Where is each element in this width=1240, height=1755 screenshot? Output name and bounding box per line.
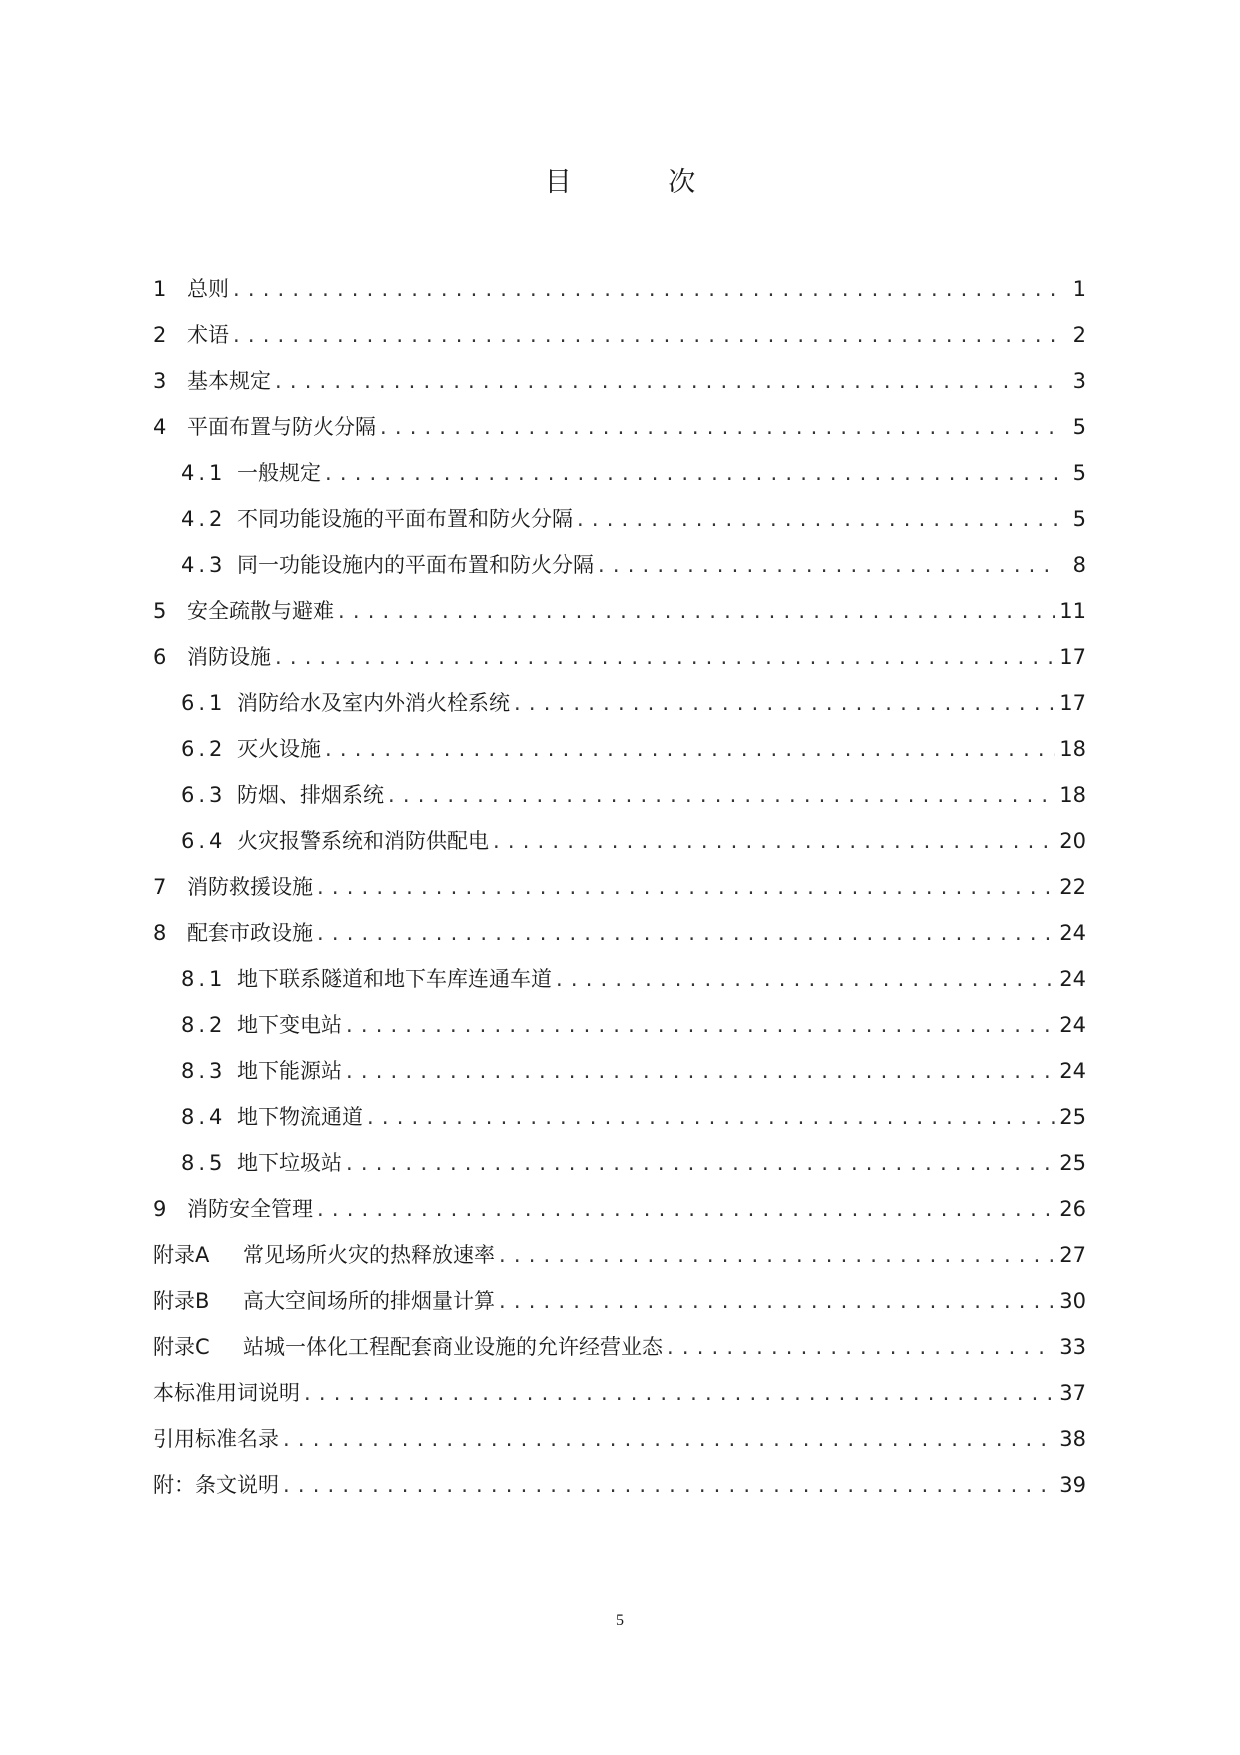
- toc-entry-label: 消防设施: [187, 645, 271, 669]
- toc-entry[interactable]: [153, 993, 1086, 1039]
- dot-leader: [367, 1103, 1055, 1131]
- toc-entry[interactable]: [153, 625, 1086, 671]
- toc-entry-label: 总则: [187, 277, 229, 301]
- toc-entry-page: 1: [1072, 277, 1086, 301]
- toc-entry-number: 8.1: [181, 967, 227, 991]
- toc-entry-label: 常见场所火灾的热释放速率: [243, 1243, 495, 1267]
- page-title: 目 次: [544, 167, 740, 198]
- toc-entry-number: 8.5: [181, 1151, 227, 1175]
- dot-leader: [304, 1379, 1055, 1407]
- toc-entry-page: 11: [1059, 599, 1086, 623]
- dot-leader: [283, 1425, 1055, 1453]
- toc-entry[interactable]: [153, 1177, 1086, 1223]
- toc-entry[interactable]: [153, 1453, 1086, 1499]
- toc-entry[interactable]: [153, 303, 1086, 349]
- toc-entry[interactable]: [153, 855, 1086, 901]
- dot-leader: [388, 781, 1055, 809]
- toc-entry-label: 地下垃圾站: [237, 1151, 342, 1175]
- toc-entry-page: 5: [1072, 415, 1086, 439]
- dot-leader: [317, 1195, 1055, 1223]
- dot-leader: [233, 275, 1058, 303]
- toc-entry-page: 2: [1072, 323, 1086, 347]
- toc-entry-number: 4.2: [181, 507, 227, 531]
- toc-entry-number: 6: [153, 645, 167, 669]
- dot-leader: [499, 1287, 1055, 1315]
- toc-entry-number: 9: [153, 1197, 167, 1221]
- toc-entry-label: 消防安全管理: [187, 1197, 313, 1221]
- toc-entry-page: 18: [1059, 737, 1086, 761]
- toc-entry[interactable]: [153, 763, 1086, 809]
- toc-entry[interactable]: [153, 671, 1086, 717]
- toc-entry-label: 地下物流通道: [237, 1105, 363, 1129]
- toc-entry[interactable]: [153, 579, 1086, 625]
- toc-entry[interactable]: [153, 1269, 1086, 1315]
- toc-entry[interactable]: [153, 441, 1086, 487]
- toc-entry-number: 8.2: [181, 1013, 227, 1037]
- dot-leader: [380, 413, 1058, 441]
- dot-leader: [346, 1011, 1055, 1039]
- dot-leader: [499, 1241, 1055, 1269]
- toc-entry[interactable]: [153, 717, 1086, 763]
- toc-entry-page: 24: [1059, 921, 1086, 945]
- toc-entry[interactable]: [153, 487, 1086, 533]
- toc-entry-label: 引用标准名录: [153, 1427, 279, 1451]
- toc-entry-page: 33: [1059, 1335, 1086, 1359]
- toc-entry-page: 27: [1059, 1243, 1086, 1267]
- dot-leader: [233, 321, 1058, 349]
- dot-leader: [598, 551, 1058, 579]
- dot-leader: [325, 735, 1055, 763]
- toc-entry-label: 防烟、排烟系统: [237, 783, 384, 807]
- toc-entry-label: 消防救援设施: [187, 875, 313, 899]
- table-of-contents: [153, 257, 1086, 1499]
- dot-leader: [346, 1149, 1055, 1177]
- toc-entry[interactable]: [153, 1085, 1086, 1131]
- dot-leader: [493, 827, 1055, 855]
- toc-entry-number: 附录B: [153, 1289, 210, 1313]
- toc-entry-number: 附录A: [153, 1243, 210, 1267]
- toc-entry-label: 本标准用词说明: [153, 1381, 300, 1405]
- toc-entry-number: 8.3: [181, 1059, 227, 1083]
- toc-entry-page: 5: [1072, 507, 1086, 531]
- toc-entry-page: 24: [1059, 1013, 1086, 1037]
- toc-entry-number: 6.2: [181, 737, 227, 761]
- toc-entry-page: 39: [1059, 1473, 1086, 1497]
- toc-entry[interactable]: [153, 1407, 1086, 1453]
- dot-leader: [667, 1333, 1055, 1361]
- toc-entry-page: 17: [1059, 645, 1086, 669]
- toc-entry-label: 地下变电站: [237, 1013, 342, 1037]
- toc-entry[interactable]: [153, 901, 1086, 947]
- toc-entry-number: 4: [153, 415, 167, 439]
- toc-entry-page: 22: [1059, 875, 1086, 899]
- toc-entry[interactable]: [153, 809, 1086, 855]
- dot-leader: [338, 597, 1055, 625]
- toc-entry-page: 37: [1059, 1381, 1086, 1405]
- toc-entry[interactable]: [153, 1315, 1086, 1361]
- toc-entry-page: 5: [1072, 461, 1086, 485]
- dot-leader: [556, 965, 1055, 993]
- toc-entry-label: 地下联系隧道和地下车库连通车道: [237, 967, 552, 991]
- toc-entry-number: 1: [153, 277, 167, 301]
- toc-entry-page: 8: [1072, 553, 1086, 577]
- toc-entry[interactable]: [153, 1361, 1086, 1407]
- toc-entry-number: 6.3: [181, 783, 227, 807]
- toc-entry-number: 5: [153, 599, 167, 623]
- toc-entry-label: 平面布置与防火分隔: [187, 415, 376, 439]
- toc-entry-number: 8.4: [181, 1105, 227, 1129]
- toc-entry-label: 灭火设施: [237, 737, 321, 761]
- dot-leader: [346, 1057, 1055, 1085]
- toc-entry-label: 一般规定: [237, 461, 321, 485]
- toc-entry-label: 火灾报警系统和消防供配电: [237, 829, 489, 853]
- toc-entry-label: 附：条文说明: [153, 1473, 279, 1497]
- toc-entry-label: 配套市政设施: [187, 921, 313, 945]
- toc-entry-number: 8: [153, 921, 167, 945]
- toc-entry[interactable]: [153, 257, 1086, 303]
- toc-entry-number: 4.3: [181, 553, 227, 577]
- toc-entry-page: 18: [1059, 783, 1086, 807]
- toc-entry-label: 同一功能设施内的平面布置和防火分隔: [237, 553, 594, 577]
- toc-entry[interactable]: [153, 533, 1086, 579]
- dot-leader: [275, 367, 1058, 395]
- dot-leader: [577, 505, 1058, 533]
- toc-entry-number: 2: [153, 323, 167, 347]
- toc-entry[interactable]: [153, 1039, 1086, 1085]
- dot-leader: [514, 689, 1055, 717]
- toc-entry-page: 3: [1072, 369, 1086, 393]
- toc-entry-page: 17: [1059, 691, 1086, 715]
- toc-entry-label: 消防给水及室内外消火栓系统: [237, 691, 510, 715]
- dot-leader: [325, 459, 1058, 487]
- toc-entry-page: 24: [1059, 967, 1086, 991]
- dot-leader: [283, 1471, 1055, 1499]
- toc-entry-page: 25: [1059, 1151, 1086, 1175]
- dot-leader: [317, 919, 1055, 947]
- toc-entry-number: 6.1: [181, 691, 227, 715]
- toc-entry-page: 25: [1059, 1105, 1086, 1129]
- page-number: 5: [616, 1612, 624, 1629]
- toc-entry-page: 30: [1059, 1289, 1086, 1313]
- toc-entry[interactable]: [153, 395, 1086, 441]
- toc-entry-label: 不同功能设施的平面布置和防火分隔: [237, 507, 573, 531]
- toc-entry-page: 38: [1059, 1427, 1086, 1451]
- toc-entry-number: 7: [153, 875, 167, 899]
- toc-entry-number: 3: [153, 369, 167, 393]
- dot-leader: [275, 643, 1055, 671]
- dot-leader: [317, 873, 1055, 901]
- toc-entry-page: 26: [1059, 1197, 1086, 1221]
- toc-entry-number: 6.4: [181, 829, 227, 853]
- toc-entry-label: 高大空间场所的排烟量计算: [243, 1289, 495, 1313]
- toc-entry-label: 术语: [187, 323, 229, 347]
- toc-entry-label: 站城一体化工程配套商业设施的允许经营业态: [243, 1335, 663, 1359]
- toc-entry[interactable]: [153, 1223, 1086, 1269]
- toc-entry-number: 4.1: [181, 461, 227, 485]
- toc-entry-page: 24: [1059, 1059, 1086, 1083]
- toc-entry[interactable]: [153, 1131, 1086, 1177]
- toc-entry-label: 地下能源站: [237, 1059, 342, 1083]
- toc-entry[interactable]: [153, 349, 1086, 395]
- toc-entry-page: 20: [1059, 829, 1086, 853]
- toc-entry-label: 安全疏散与避难: [187, 599, 334, 623]
- toc-entry-label: 基本规定: [187, 369, 271, 393]
- toc-entry[interactable]: [153, 947, 1086, 993]
- toc-entry-number: 附录C: [153, 1335, 210, 1359]
